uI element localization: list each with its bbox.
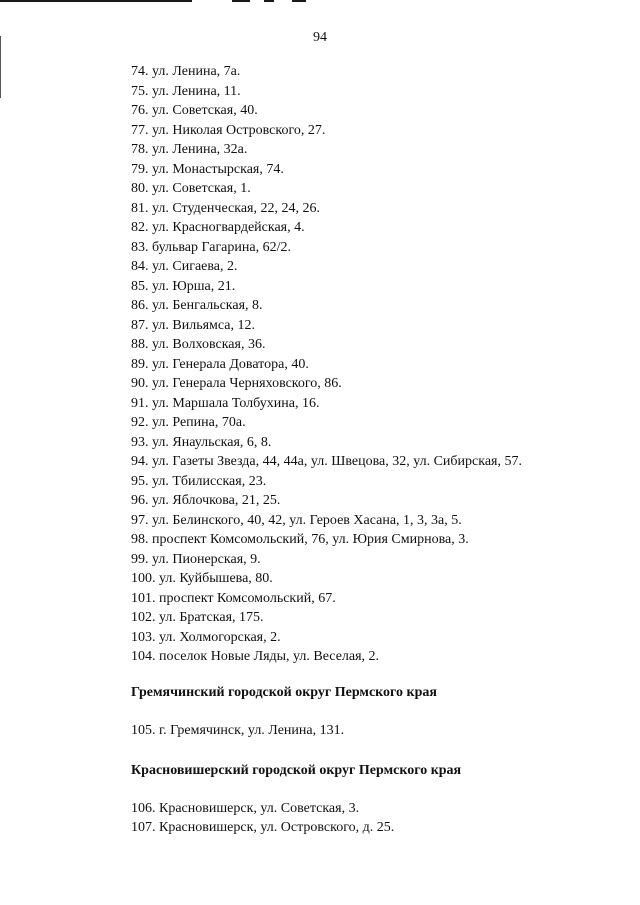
- top-scan-rule: [264, 0, 274, 2]
- list-item: 79. ул. Монастырская, 74.: [131, 161, 284, 177]
- list-item: 74. ул. Ленина, 7а.: [131, 64, 241, 79]
- list-item: 99. ул. Пионерская, 9.: [131, 551, 261, 567]
- list-item: 88. ул. Волховская, 36.: [131, 337, 266, 352]
- section-heading: Красновишерский городской округ Пермского края: [131, 763, 462, 778]
- list-item: 96. ул. Яблочкова, 21, 25.: [131, 493, 281, 508]
- list-item: 78. ул. Ленина, 32а.: [131, 142, 248, 157]
- list-item: 85. ул. Юрша, 21.: [131, 278, 236, 294]
- list-item: 98. проспект Комсомольский, 76, ул. Юрия Смирнова, 3.: [131, 532, 469, 547]
- list-item: 75. ул. Ленина, 11.: [131, 83, 241, 99]
- list-item: 101. проспект Комсомольский, 67.: [131, 590, 336, 606]
- list-item: 97. ул. Белинского, 40, 42, ул. Героев Хасана, 1, 3, 3а, 5.: [131, 512, 462, 528]
- list-item: 81. ул. Студенческая, 22, 24, 26.: [131, 200, 320, 216]
- list-item: 95. ул. Тбилисская, 23.: [131, 473, 267, 489]
- top-scan-rule: [232, 0, 250, 2]
- list-item: 105. г. Гремячинск, ул. Ленина, 131.: [131, 723, 345, 738]
- list-item: 89. ул. Генерала Доватора, 40.: [131, 356, 309, 372]
- top-scan-rule: [292, 0, 306, 2]
- top-scan-rule: [0, 0, 192, 2]
- list-item: 100. ул. Куйбышева, 80.: [131, 571, 273, 586]
- list-item: 76. ул. Советская, 40.: [131, 103, 258, 118]
- list-item: 92. ул. Репина, 70а.: [131, 415, 246, 430]
- list-item: 77. ул. Николая Островского, 27.: [131, 122, 326, 138]
- list-item: 103. ул. Холмогорская, 2.: [131, 629, 281, 645]
- list-item: 84. ул. Сигаева, 2.: [131, 259, 238, 274]
- section-heading: Гремячинский городской округ Пермского края: [131, 685, 437, 700]
- list-item: 94. ул. Газеты Звезда, 44, 44а, ул. Швецова, 32, ул. Сибирская, 57.: [131, 454, 522, 469]
- page-number: 94: [313, 30, 327, 45]
- list-item: 87. ул. Вильямса, 12.: [131, 317, 255, 333]
- list-item: 86. ул. Бенгальская, 8.: [131, 298, 263, 313]
- list-item: 82. ул. Красногвардейская, 4.: [131, 220, 305, 235]
- list-item: 91. ул. Маршала Толбухина, 16.: [131, 395, 320, 411]
- list-item: 104. поселок Новые Ляды, ул. Веселая, 2.: [131, 649, 380, 664]
- list-item: 106. Красновишерск, ул. Советская, 3.: [131, 801, 360, 816]
- list-item: 102. ул. Братская, 175.: [131, 610, 264, 625]
- list-item: 93. ул. Янаульская, 6, 8.: [131, 434, 272, 450]
- list-item: 107. Красновишерск, ул. Островского, д. 25.: [131, 820, 395, 835]
- list-item: 80. ул. Советская, 1.: [131, 181, 251, 196]
- list-item: 83. бульвар Гагарина, 62/2.: [131, 239, 291, 255]
- address-list: [131, 62, 522, 667]
- list-item: 90. ул. Генерала Черняховского, 86.: [131, 376, 342, 391]
